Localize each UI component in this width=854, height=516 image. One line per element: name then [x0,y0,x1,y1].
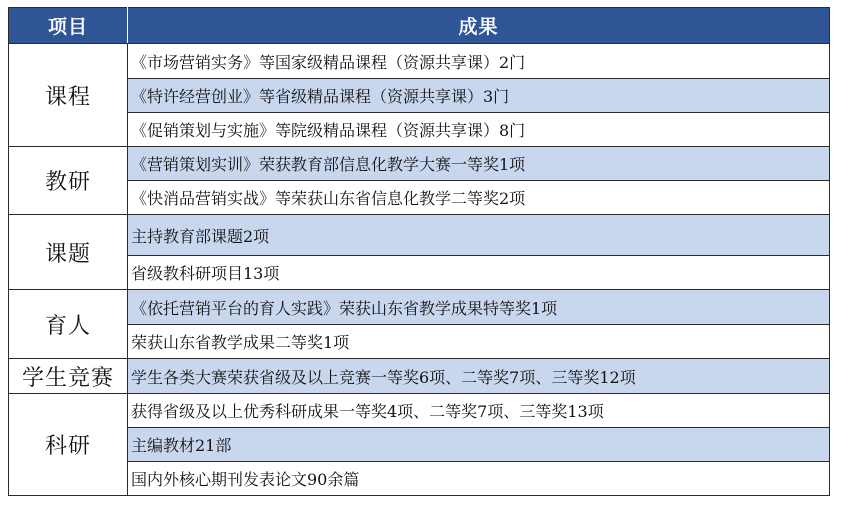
achievements-table [8,7,830,496]
table-row [9,325,830,359]
result-cell: 主编教材21部 [128,428,830,462]
project-cell-teaching-research: 教研 [9,147,128,215]
project-cell-research: 科研 [9,394,128,496]
header-project: 项目 [9,8,128,44]
header-row [9,8,830,44]
project-cell-competition: 学生竞赛 [9,359,128,394]
result-cell: 《市场营销实务》等国家级精品课程（资源共享课）2门 [128,44,830,79]
result-cell: 《特许经营创业》等省级精品课程（资源共享课）3门 [128,79,830,113]
project-cell-education: 育人 [9,290,128,359]
result-cell: 《快消品营销实战》等荣获山东省信息化教学二等奖2项 [128,181,830,215]
table-row [9,256,830,290]
result-cell: 《依托营销平台的育人实践》荣获山东省教学成果特等奖1项 [128,290,830,325]
result-cell: 《促销策划与实施》等院级精品课程（资源共享课）8门 [128,113,830,147]
result-cell: 荣获山东省教学成果二等奖1项 [128,325,830,359]
result-cell: 《营销策划实训》荣获教育部信息化教学大赛一等奖1项 [128,147,830,181]
table-row [9,290,830,325]
project-cell-course: 课程 [9,44,128,147]
table-row [9,44,830,79]
table-row [9,428,830,462]
result-cell: 学生各类大赛荣获省级及以上竞赛一等奖6项、二等奖7项、三等奖12项 [128,359,830,394]
table-row [9,215,830,256]
table-row [9,147,830,181]
result-cell: 省级教科研项目13项 [128,256,830,290]
table-row [9,462,830,496]
header-result: 成果 [128,8,830,44]
result-cell: 主持教育部课题2项 [128,215,830,256]
table-row [9,394,830,428]
result-cell: 获得省级及以上优秀科研成果一等奖4项、二等奖7项、三等奖13项 [128,394,830,428]
table-row [9,79,830,113]
table-row [9,181,830,215]
result-cell: 国内外核心期刊发表论文90余篇 [128,462,830,496]
table-row [9,113,830,147]
table-row [9,359,830,394]
project-cell-subject: 课题 [9,215,128,290]
